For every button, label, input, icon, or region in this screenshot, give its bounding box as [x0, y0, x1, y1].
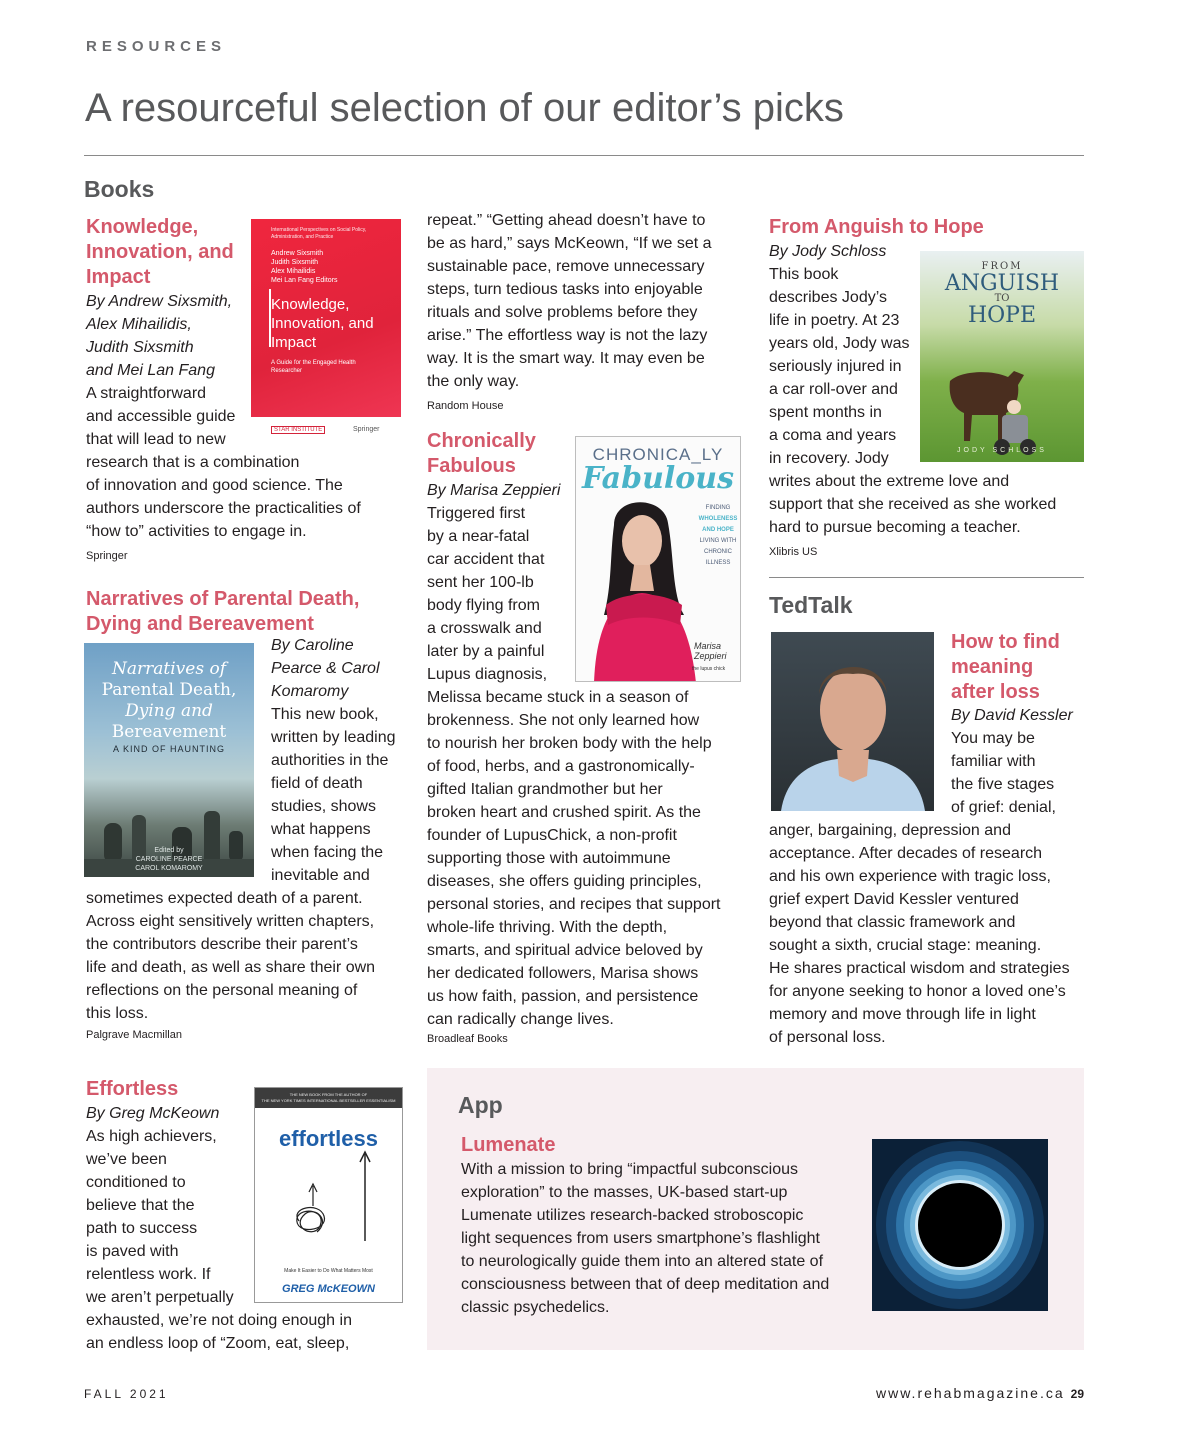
narratives-author: By Caroline Pearce & Carol Komaromy [271, 637, 380, 700]
app-description: With a mission to bring “impactful subconscious exploration” to the masses, UK-based start-up Lumenate utilizes research-backed stroboscopic light sequences from users smartphone’s flashlight to neurologically guide them into an altered state of consciousness between that of deep meditation and classic psychedelics. [461, 1161, 830, 1316]
header-divider [84, 155, 1084, 156]
website-url: www.rehabmagazine.ca [876, 1385, 1065, 1401]
anguish-description-side: This book describes Jody’s life in poetry. At 23 years old, Jody was seriously injured in a car roll-over and spent months in a coma and years in recovery. Jody writes about the extreme love and support that she received as she worked hard to pursue becoming a teacher. [769, 266, 1057, 536]
chronically-publisher: Broadleaf Books [427, 1033, 508, 1045]
footer-site [876, 1385, 1084, 1401]
lumenate-app-image [872, 1139, 1048, 1311]
chronically-description-side: Triggered first by a near-fatal car accident that sent her 100-lb body flying from a crosswalk and later by a painful Lupus diagnosis, [427, 505, 548, 683]
tedtalk-description-side: You may be familiar with the five stages of grief: denial, [951, 730, 1056, 816]
book-publisher: Springer [86, 550, 128, 562]
effortless-description-continued: repeat.” “Getting ahead doesn’t have to be as hard,” says McKeown, “If we set a sustainable pace, remove unnecessary steps, turn tedious tasks into enjoyable rituals and solve problems before they arise.” The effortless way is not the lazy way. It is the smart way. It may even be the only way. [427, 212, 712, 390]
chronically-author: By Marisa Zeppieri [427, 482, 561, 499]
knowledge-book-cover: International Perspectives on Social Policy, Administration, and Practice Andrew Sixsmith Judith Sixsmith Alex Mihailidis Mei Lan Fang Editors Knowledge, Innovation, and Impact A Guide for the Engaged Health Researcher STAR INSTITUTE Springer [251, 219, 401, 445]
anguish-publisher: Xlibris US [769, 546, 818, 558]
narratives-description: sometimes expected death of a parent. Across eight sensitively written chapters, the contributors describe their parent’s life and death, as well as share their own reflections on the personal meaning of this loss. [86, 890, 376, 1022]
book-description: A straightforward and accessible guide that will lead to new research that is a combination of innovation and good science. The authors underscore the practicalities of “how to” activities to engage in. [86, 385, 361, 540]
book-author: By Andrew Sixsmith, Alex Mihailidis, Judith Sixsmith and Mei Lan Fang [86, 293, 233, 379]
tedtalk-description: anger, bargaining, depression and acceptance. After decades of research and his own experience with tragic loss, grief expert David Kessler ventured beyond that classic framework and sought a sixth, crucial stage: meaning. He shares practical wisdom and strategies for anyone seeking to honor a loved one’s memory and move through life in light of personal loss. [769, 822, 1070, 1046]
page-headline: A resourceful selection of our editor’s picks [85, 86, 844, 130]
chronically-title: Chronically Fabulous [427, 430, 536, 477]
tedtalk-title: How to find meaning after loss [951, 631, 1060, 703]
book-title: Knowledge, Innovation, and Impact [86, 216, 234, 288]
effortless-title: Effortless [86, 1078, 179, 1100]
tedtalk-divider [769, 577, 1084, 578]
narratives-book-cover: Narratives of Parental Death, Dying and Bereavement A KIND OF HAUNTING Edited by CAROLINE PEARCE CAROL KOMAROMY [84, 643, 254, 877]
springer-logo: Springer [353, 426, 380, 433]
effortless-description: As high achievers, we’ve been conditioned to believe that the path to success is paved with relentless work. If we aren’t perpetually exhausted, we’re not doing enough in an endless loop of “Zoom, eat, sleep, [86, 1128, 352, 1352]
app-title: Lumenate [461, 1134, 556, 1156]
anguish-author: By Jody Schloss [769, 243, 887, 260]
app-heading: App [458, 1092, 503, 1118]
narratives-title: Narratives of Parental Death, Dying and Bereavement [86, 588, 360, 635]
section-kicker: RESOURCES [86, 38, 227, 55]
anguish-title: From Anguish to Hope [769, 216, 984, 238]
tedtalk-heading: TedTalk [769, 592, 853, 618]
issue-label: FALL 2021 [84, 1387, 169, 1401]
tedtalk-speaker: By David Kessler [951, 707, 1073, 724]
effortless-publisher: Random House [427, 400, 504, 412]
effortless-author: By Greg McKeown [86, 1105, 220, 1122]
books-heading: Books [84, 176, 155, 202]
effortless-book-cover: THE NEW BOOK FROM THE AUTHOR OF THE NEW YORK TIMES INTERNATIONAL BESTSELLER ESSENTIALISM effortless Make It Easier to Do What Matters Most GREG McKEOWN [254, 1087, 403, 1303]
anguish-book-cover: FROM ANGUISH TO HOPE JODY SCHLOSS [920, 251, 1084, 462]
chronically-description: Melissa became stuck in a season of brokenness. She not only learned how to nourish her broken body with the help of food, herbs, and a gastronomically- gifted Italian grandmother but her broken heart and crushed spirit. As the founder of LupusChick, a non-profit supporting those with autoimmune diseases, she offers guiding principles, personal stories, and recipes that support whole-life thriving. With the depth, smarts, and spiritual advice beloved by her dedicated followers, Marisa shows us how faith, passion, and persistence can radically change lives. [427, 689, 721, 1028]
narratives-description-side: This new book, written by leading authorities in the field of death studies, shows what happens when facing the inevitable and [271, 706, 396, 884]
star-institute-logo: STAR INSTITUTE [271, 426, 325, 434]
david-kessler-photo [771, 632, 934, 811]
narratives-publisher: Palgrave Macmillan [86, 1029, 182, 1041]
chronically-book-cover: CHRONICA_LY Fabulous FINDING WHOLENESS AND HOPE LIVING WITH CHRONIC ILLNESS Marisa Zeppieri the lupus chick [575, 436, 741, 682]
page-number: 29 [1070, 1387, 1084, 1401]
